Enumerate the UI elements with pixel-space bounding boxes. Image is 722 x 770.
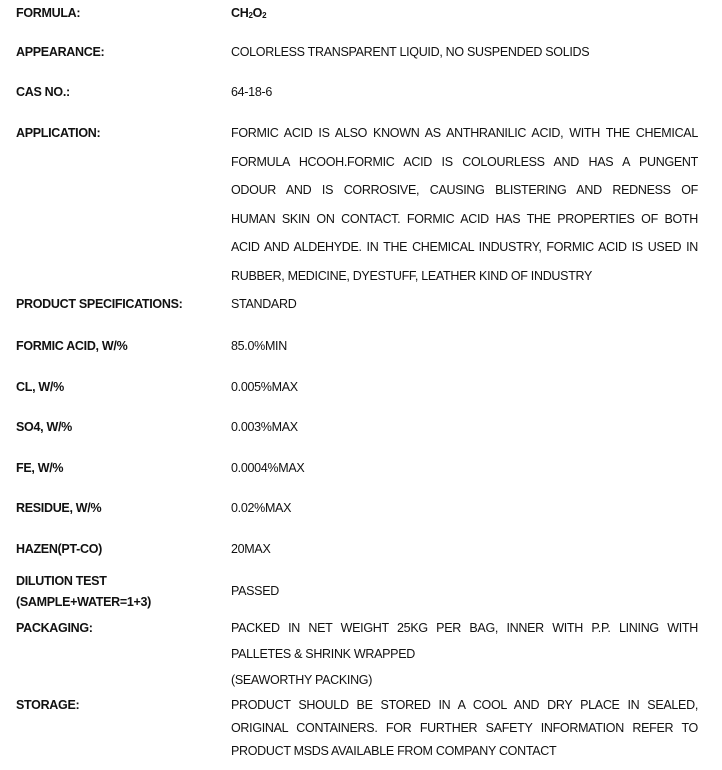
packaging-line: PACKED IN NET WEIGHT 25KG PER BAG, INNER WITH P.P. LINING WITH	[231, 621, 698, 635]
spec-value: 20MAX	[231, 542, 271, 556]
application-line: RUBBER, MEDICINE, DYESTUFF, LEATHER KIND OF INDUSTRY	[231, 268, 593, 283]
formula-part: O	[252, 6, 263, 20]
appearance-label: APPEARANCE:	[16, 45, 105, 59]
formula-label: FORMULA:	[16, 6, 81, 20]
dilution-label-line: DILUTION TEST	[16, 574, 107, 588]
dilution-label	[16, 572, 226, 611]
storage-line: PRODUCT MSDS AVAILABLE FROM COMPANY CONTACT	[231, 744, 557, 758]
cas-value: 64-18-6	[231, 85, 272, 99]
application-line: HUMAN SKIN ON CONTACT. FORMIC ACID HAS THE PROPERTIES OF BOTH	[231, 211, 698, 226]
spec-value: 85.0%MIN	[231, 339, 287, 353]
specifications-label: PRODUCT SPECIFICATIONS:	[16, 297, 183, 311]
application-value	[231, 124, 698, 296]
cas-label: CAS NO.:	[16, 85, 70, 99]
spec-value: 0.003%MAX	[231, 420, 298, 434]
storage-label: STORAGE:	[16, 698, 80, 712]
application-line: ODOUR AND IS CORROSIVE, CAUSING BLISTERING AND REDNESS OF	[231, 183, 698, 198]
application-line: ACID AND ALDEHYDE. IN THE CHEMICAL INDUSTRY, FORMIC ACID IS USED IN	[231, 240, 698, 255]
packaging-value	[231, 619, 698, 697]
storage-value	[231, 696, 698, 765]
packaging-label: PACKAGING:	[16, 621, 93, 635]
packaging-line: (SEAWORTHY PACKING)	[231, 673, 373, 687]
formula-value	[231, 4, 698, 25]
storage-line: PRODUCT SHOULD BE STORED IN A COOL AND DRY PLACE IN SEALED,	[231, 698, 698, 712]
formula-subscript: 2	[262, 11, 267, 20]
spec-value: 0.0004%MAX	[231, 461, 305, 475]
formula-part: CH	[231, 6, 249, 20]
spec-label: RESIDUE, W/%	[16, 501, 102, 515]
spec-label: CL, W/%	[16, 380, 64, 394]
spec-label: FORMIC ACID, W/%	[16, 339, 128, 353]
application-line: FORMULA HCOOH.FORMIC ACID IS COLOURLESS AND HAS A PUNGENT	[231, 154, 698, 169]
spec-label: HAZEN(PT-CO)	[16, 542, 102, 556]
application-line: FORMIC ACID IS ALSO KNOWN AS ANTHRANILIC ACID, WITH THE CHEMICAL	[231, 126, 698, 140]
spec-value: 0.005%MAX	[231, 380, 298, 394]
appearance-value: COLORLESS TRANSPARENT LIQUID, NO SUSPENDED SOLIDS	[231, 45, 590, 59]
dilution-value: PASSED	[231, 584, 279, 598]
storage-line: ORIGINAL CONTAINERS. FOR FURTHER SAFETY INFORMATION REFER TO	[231, 721, 698, 735]
spec-label: FE, W/%	[16, 461, 64, 475]
spec-label: SO4, W/%	[16, 420, 72, 434]
specifications-value: STANDARD	[231, 297, 297, 311]
application-label: APPLICATION:	[16, 126, 101, 140]
spec-value: 0.02%MAX	[231, 501, 292, 515]
formula-subscript: 2	[248, 11, 253, 20]
packaging-line: PALLETES & SHRINK WRAPPED	[231, 647, 415, 661]
dilution-label-line: (SAMPLE+WATER=1+3)	[16, 595, 152, 609]
